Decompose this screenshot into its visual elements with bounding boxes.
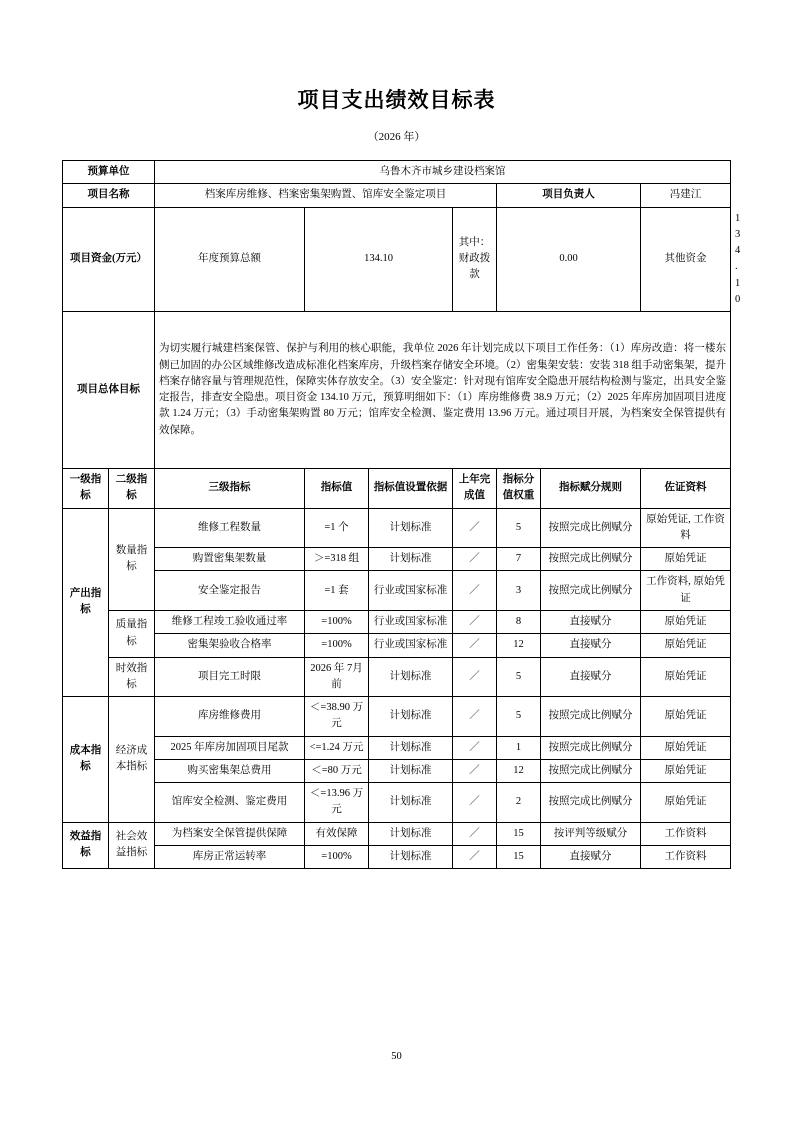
cell-basis: 计划标准 [369,822,453,845]
cell-weight: 1 [497,736,541,759]
cell-weight: 5 [497,508,541,548]
cell-last-year: ／ [453,634,497,657]
header-level1: 一级指标 [63,469,109,509]
cell-evidence: 原始凭证 [641,736,731,759]
cell-evidence: 工作资料 [641,845,731,868]
table-row [63,736,731,759]
header-weight: 指标分值权重 [497,469,541,509]
cell-weight: 5 [497,657,541,697]
cell-evidence: 原始凭证 [641,634,731,657]
cell-target-value: =1 个 [305,508,369,548]
cell-evidence: 工作资料 [641,822,731,845]
cell-basis: 计划标准 [369,845,453,868]
cell-last-year: ／ [453,571,497,611]
cell-weight: 12 [497,759,541,782]
other-fund-label: 其他资金 [641,207,731,312]
cell-scoring-rule: 按照完成比例赋分 [541,736,641,759]
cell-level3: 购置密集架数量 [155,548,305,571]
project-leader-label: 项目负责人 [497,184,641,207]
annual-budget-label: 年度预算总额 [155,207,305,312]
page-subtitle: （2026 年） [367,131,426,143]
header-level2: 二级指标 [109,469,155,509]
header-evidence: 佐证资料 [641,469,731,509]
cell-basis: 计划标准 [369,736,453,759]
cell-basis: 计划标准 [369,508,453,548]
cell-level1: 效益指标 [63,822,109,869]
cell-target-value: ＜=80 万元 [305,759,369,782]
cell-level2: 质量指标 [109,610,155,657]
cell-level3: 库房正常运转率 [155,845,305,868]
cell-evidence: 工作资料, 原始凭证 [641,571,731,611]
cell-evidence: 原始凭证 [641,697,731,737]
project-name-label: 项目名称 [63,184,155,207]
overall-goal-label: 项目总体目标 [63,312,155,469]
cell-level3: 库房维修费用 [155,697,305,737]
cell-level3: 维修工程竣工验收通过率 [155,610,305,633]
cell-weight: 12 [497,634,541,657]
table-row [63,657,731,697]
cell-evidence: 原始凭证 [641,783,731,823]
cell-scoring-rule: 直接赋分 [541,845,641,868]
cell-level3: 项目完工时限 [155,657,305,697]
budget-unit-value: 乌鲁木齐市城乡建设档案馆 [155,161,731,184]
table-row [63,184,731,207]
cell-basis: 计划标准 [369,697,453,737]
project-name-value: 档案库房维修、档案密集架购置、馆库安全鉴定项目 [155,184,497,207]
cell-target-value: =100% [305,845,369,868]
cell-last-year: ／ [453,548,497,571]
cell-scoring-rule: 按照完成比例赋分 [541,759,641,782]
of-which-value: 0.00 [497,207,641,312]
cell-target-value: 2026 年 7月前 [305,657,369,697]
project-fund-label: 项目资金(万元） [63,207,155,312]
cell-last-year: ／ [453,610,497,633]
cell-target-value: ＞=318 组 [305,548,369,571]
cell-scoring-rule: 按照完成比例赋分 [541,697,641,737]
cell-level2: 数量指标 [109,508,155,610]
cell-last-year: ／ [453,759,497,782]
cell-last-year: ／ [453,845,497,868]
cell-target-value: ＜=13.96 万元 [305,783,369,823]
table-row [63,634,731,657]
cell-level3: 密集架验收合格率 [155,634,305,657]
cell-target-value: <=1.24 万元 [305,736,369,759]
table-row [63,508,731,548]
cell-scoring-rule: 按照完成比例赋分 [541,783,641,823]
table-row [63,783,731,823]
cell-target-value: ＜=38.90 万元 [305,697,369,737]
cell-target-value: 有效保障 [305,822,369,845]
cell-level3: 馆库安全检测、鉴定费用 [155,783,305,823]
table-row [63,822,731,845]
page-title: 项目支出绩效目标表 [297,88,496,112]
cell-evidence: 原始凭证 [641,759,731,782]
cell-weight: 5 [497,697,541,737]
cell-level1: 成本指标 [63,697,109,823]
cell-basis: 计划标准 [369,759,453,782]
project-leader-value: 冯建江 [641,184,731,207]
cell-scoring-rule: 按评判等级赋分 [541,822,641,845]
annual-budget-value: 134.10 [305,207,453,312]
cell-level1: 产出指标 [63,508,109,696]
cell-scoring-rule: 按照完成比例赋分 [541,548,641,571]
cell-level3: 安全鉴定报告 [155,571,305,611]
cell-evidence: 原始凭证 [641,610,731,633]
cell-weight: 15 [497,845,541,868]
cell-last-year: ／ [453,697,497,737]
table-row [63,161,731,184]
table-header-row [63,469,731,509]
cell-basis: 行业或国家标准 [369,634,453,657]
cell-level3: 购买密集架总费用 [155,759,305,782]
cell-level2: 时效指标 [109,657,155,697]
cell-evidence: 原始凭证 [641,657,731,697]
cell-scoring-rule: 按照完成比例赋分 [541,571,641,611]
cell-target-value: =100% [305,634,369,657]
cell-basis: 行业或国家标准 [369,571,453,611]
overall-goal-paragraph: 为切实履行城建档案保管、保护与利用的核心职能，我单位 2026 年计划完成以下项目工作任务：（1）库房改造：将一楼东侧已加固的办公区域维修改造成标准化档案库房，升级档案存储安全环境。（2）密集架安装：安装 318 组手动密集架，提升档案存储容量与管理规范性，保障实体存放安全。（3）安全鉴定：针对现有馆库安全隐患开展结构检测与鉴定，出具安全鉴定报告，排查安全隐患。项目资金 134.10 万元，预算明细如下：（1）库房维修费 38.9 万元；（2）2025 年库房加固项目进度款 1.24 万元；（3）手动密集架购置 80 万元；馆库安全检测、鉴定费用 13.96 万元。通过项目开展，为档案安全保管提供有效保障。 [159,343,727,436]
header-target-value: 指标值 [305,469,369,509]
cell-weight: 2 [497,783,541,823]
cell-level3: 为档案安全保管提供保障 [155,822,305,845]
header-last-year: 上年完成值 [453,469,497,509]
cell-scoring-rule: 按照完成比例赋分 [541,508,641,548]
cell-basis: 计划标准 [369,548,453,571]
cell-level3: 2025 年库房加固项目尾款 [155,736,305,759]
table-row [63,571,731,611]
cell-weight: 7 [497,548,541,571]
cell-scoring-rule: 直接赋分 [541,657,641,697]
budget-unit-label: 预算单位 [63,161,155,184]
cell-basis: 计划标准 [369,657,453,697]
cell-level2: 社会效益指标 [109,822,155,869]
table-row: 项目资金(万元） 年度预算总额 134.10 其中：财政拨款 0.00 其他资金 134.10 [63,207,731,312]
header-level3: 三级指标 [155,469,305,509]
performance-goal-table [62,160,741,869]
cell-scoring-rule: 直接赋分 [541,634,641,657]
cell-scoring-rule: 直接赋分 [541,610,641,633]
cell-level3: 维修工程数量 [155,508,305,548]
cell-weight: 8 [497,610,541,633]
table-row [63,845,731,868]
overall-goal-text [155,312,731,469]
header-basis: 指标值设置依据 [369,469,453,509]
table-row [63,610,731,633]
cell-basis: 行业或国家标准 [369,610,453,633]
cell-target-value: =1 套 [305,571,369,611]
cell-evidence: 原始凭证 [641,548,731,571]
cell-weight: 15 [497,822,541,845]
cell-last-year: ／ [453,657,497,697]
table-row-overall-goal [63,312,731,469]
header-scoring-rule: 指标赋分规则 [541,469,641,509]
table-row [63,697,731,737]
of-which-label: 其中：财政拨款 [453,207,497,312]
cell-last-year: ／ [453,508,497,548]
cell-basis: 计划标准 [369,783,453,823]
cell-last-year: ／ [453,736,497,759]
cell-evidence: 原始凭证, 工作资料 [641,508,731,548]
cell-last-year: ／ [453,783,497,823]
table-row [63,759,731,782]
cell-target-value: =100% [305,610,369,633]
cell-weight: 3 [497,571,541,611]
cell-last-year: ／ [453,822,497,845]
page-number: 50 [391,1051,402,1062]
cell-level2: 经济成本指标 [109,697,155,823]
table-row [63,548,731,571]
